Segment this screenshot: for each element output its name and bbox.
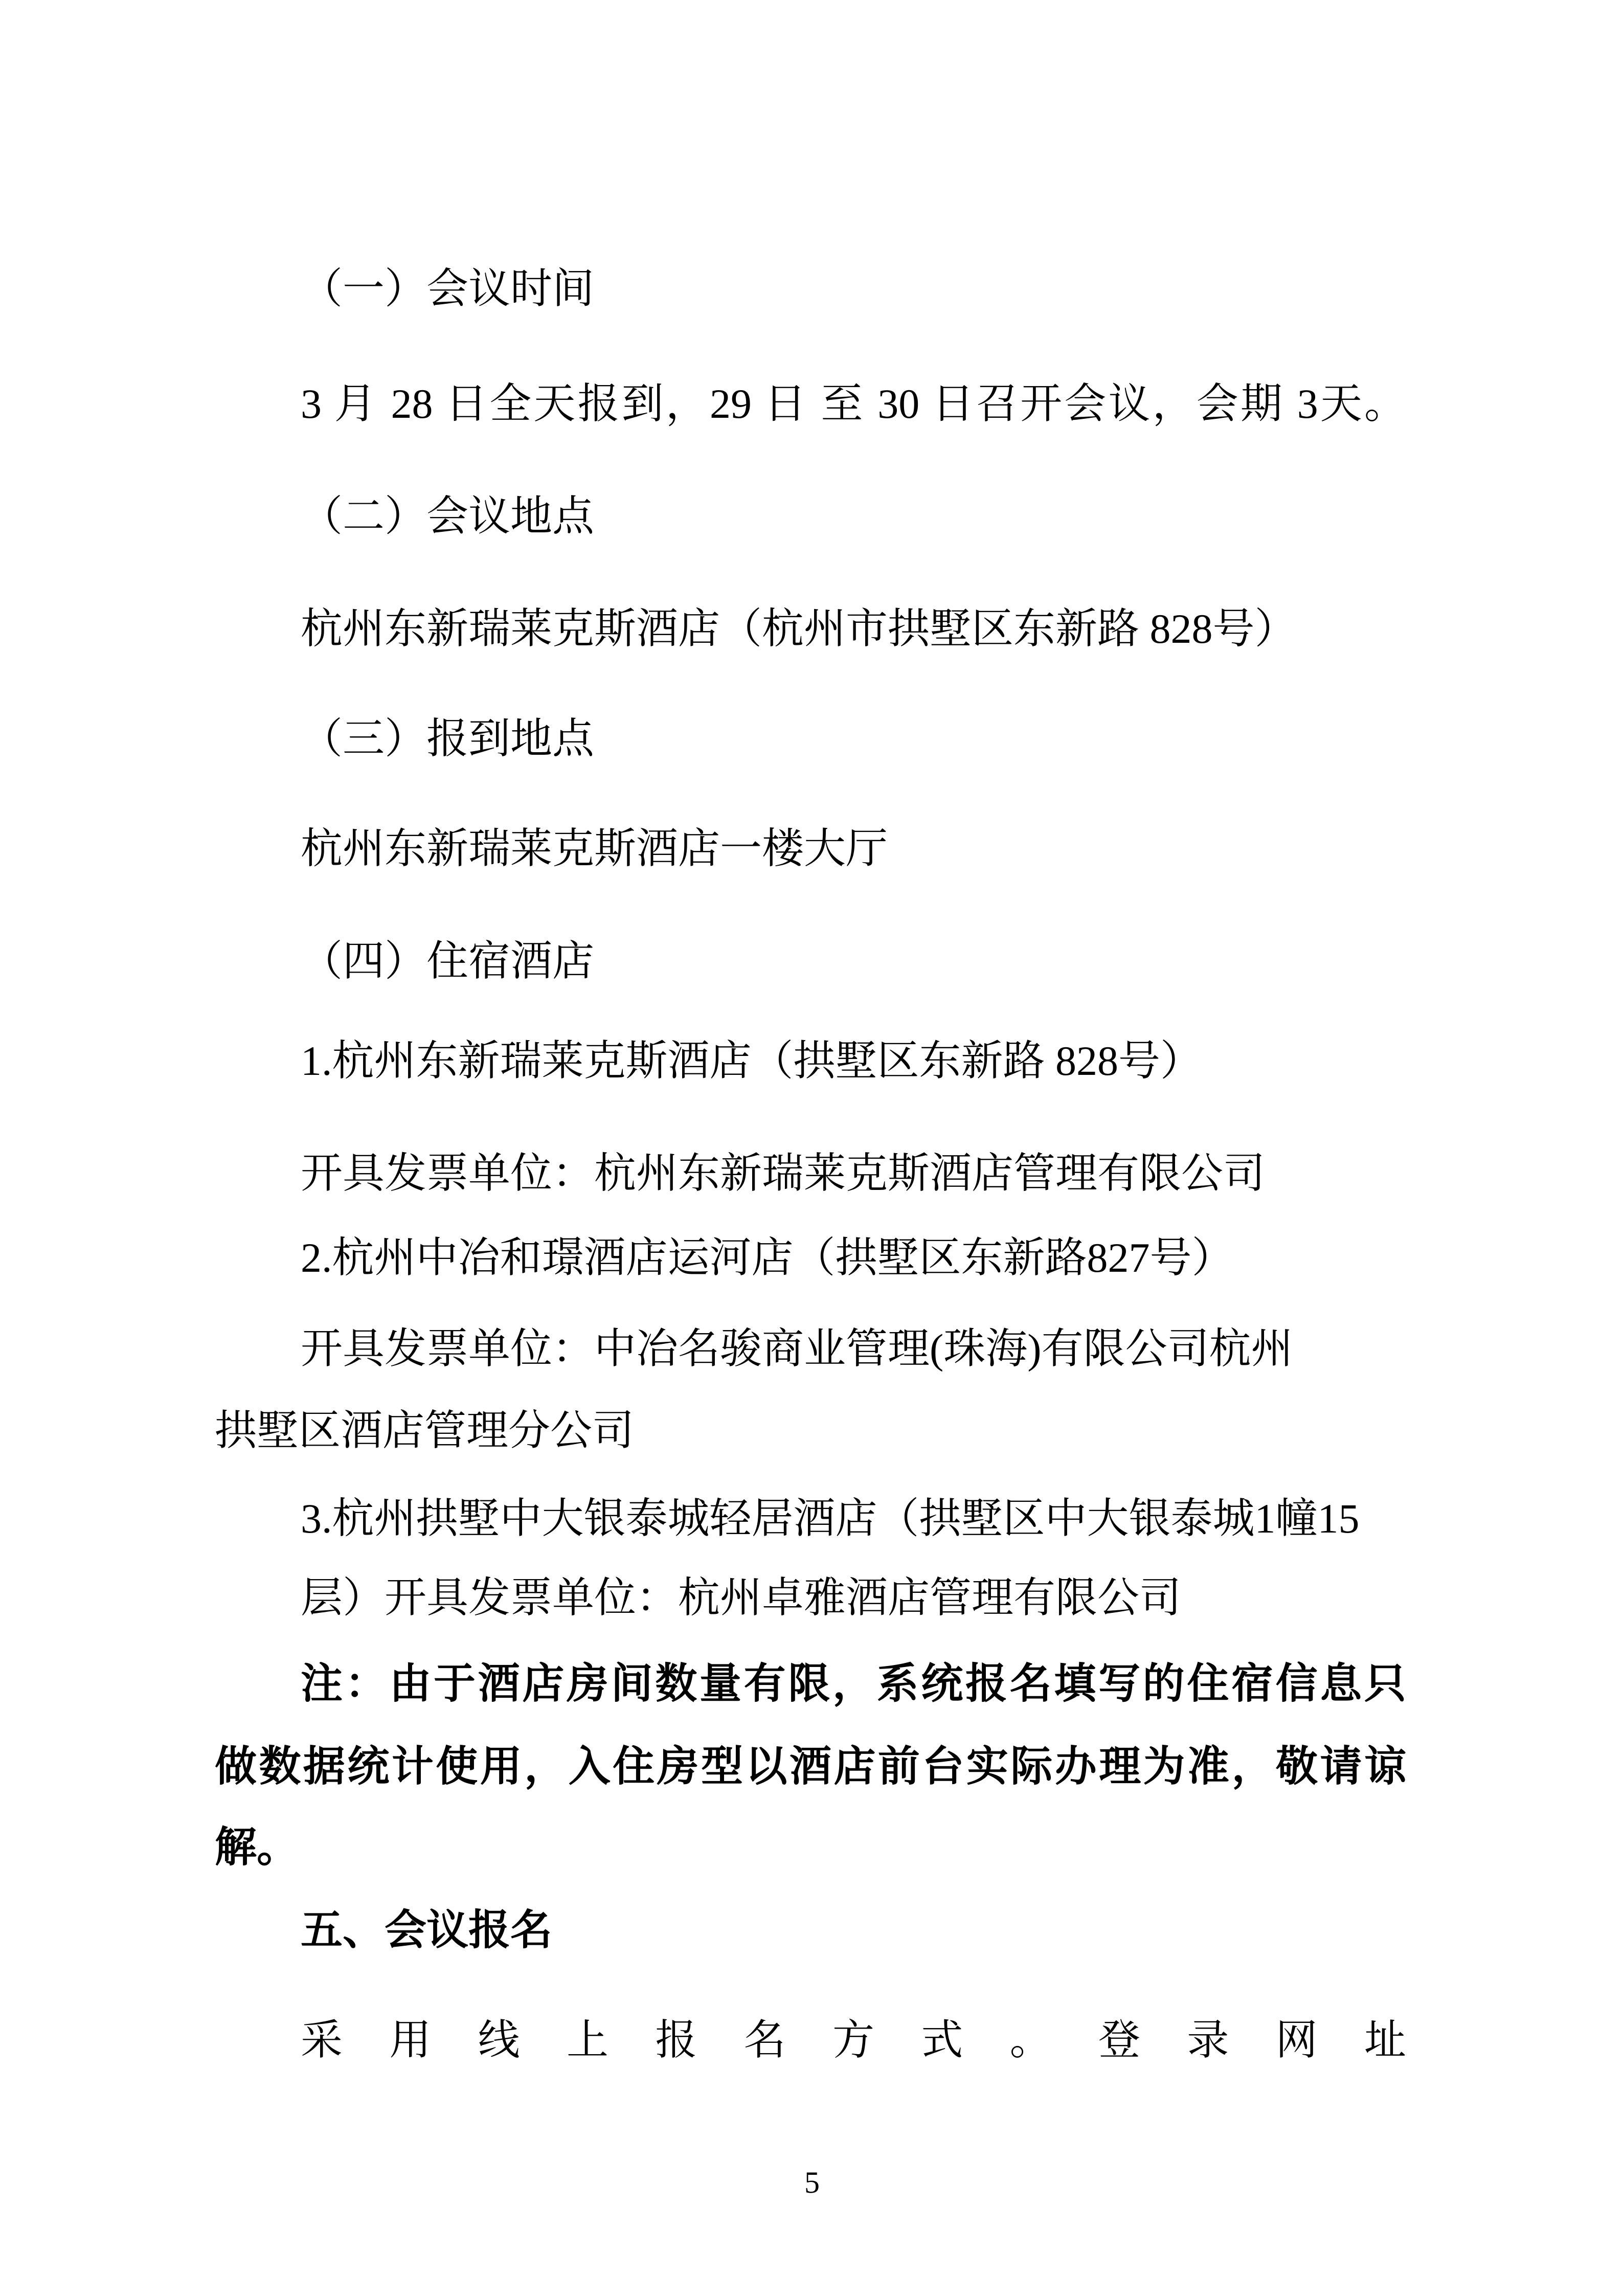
page-number: 5 xyxy=(804,2166,820,2199)
hotel-item-3-line-1: 3.杭州拱墅中大银泰城轻居酒店（拱墅区中大银泰城1幢15 xyxy=(301,1495,1360,1542)
hotel-2-invoice-line-1: 开具发票单位：中冶名骏商业管理(珠海)有限公司杭州 xyxy=(301,1325,1293,1372)
paragraph-checkin-venue: 杭州东新瑞莱克斯酒店一楼大厅 xyxy=(301,825,888,872)
hotel-item-1: 1.杭州东新瑞莱克斯酒店（拱墅区东新路 828号） xyxy=(301,1038,1203,1084)
hotel-item-2: 2.杭州中冶和璟酒店运河店（拱墅区东新路827号） xyxy=(301,1234,1234,1281)
heading-section-5: 五、会议报名 xyxy=(301,1907,553,1953)
heading-section-1: （一）会议时间 xyxy=(301,265,595,312)
hotel-1-invoice: 开具发票单位：杭州东新瑞莱克斯酒店管理有限公司 xyxy=(301,1150,1266,1197)
paragraph-meeting-venue: 杭州东新瑞莱克斯酒店（杭州市拱墅区东新路 828号） xyxy=(301,605,1297,652)
hotel-2-invoice-line-2: 拱墅区酒店管理分公司 xyxy=(215,1407,635,1454)
note-line-2: 做数据统计使用，入住房型以酒店前台实际办理为准，敬请谅 xyxy=(215,1743,1406,1790)
heading-section-4: （四）住宿酒店 xyxy=(301,938,595,984)
note-line-1: 注：由于酒店房间数量有限，系统报名填写的住宿信息只 xyxy=(301,1660,1406,1707)
heading-section-2: （二）会议地点 xyxy=(301,493,595,539)
heading-section-3: （三）报到地点 xyxy=(301,715,595,762)
document-body xyxy=(215,0,1406,2061)
paragraph-meeting-time: 3 月 28 日全天报到，29 日 至 30 日召开会议，会期 3天。 xyxy=(301,380,1406,427)
hotel-item-3-line-2: 层）开具发票单位：杭州卓雅酒店管理有限公司 xyxy=(301,1574,1182,1621)
paragraph-registration: 采 用 线 上 报 名 方 式 。 登 录 网 址 xyxy=(301,2017,1406,2063)
note-line-3: 解。 xyxy=(215,1824,299,1871)
